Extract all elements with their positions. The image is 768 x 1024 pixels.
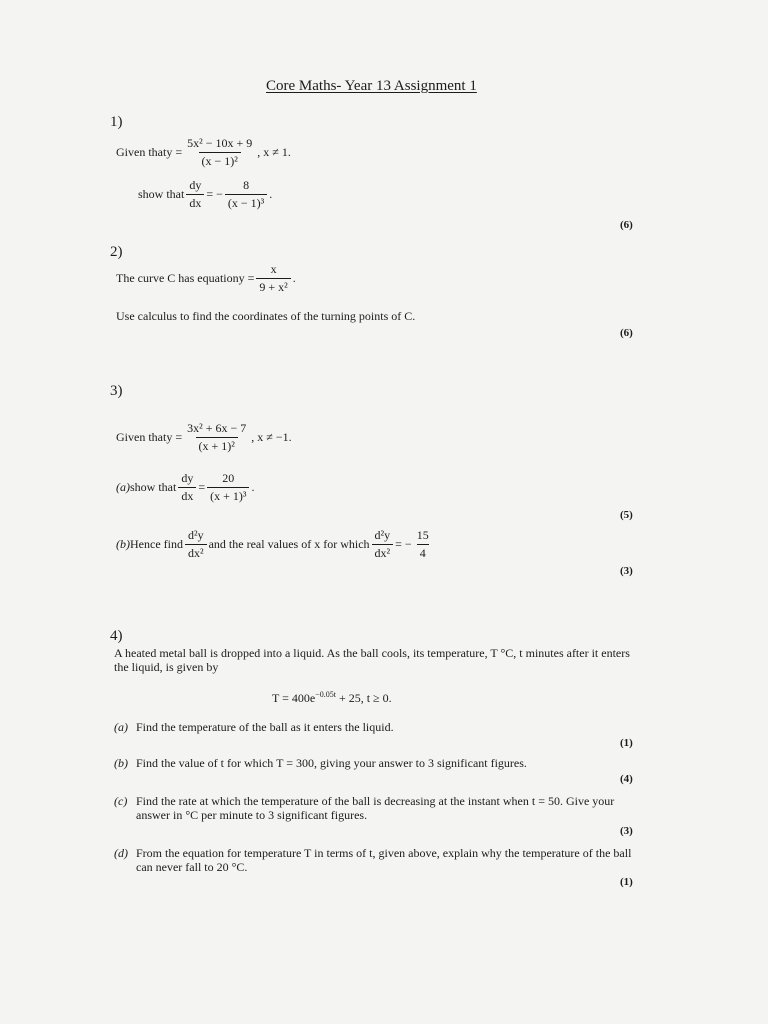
q4-equation-main: T = 400e [272,691,316,705]
q4d-label-text: (d) [114,846,128,860]
question-1-marks: (6) [620,219,633,231]
q1-given-text: Given that [116,145,167,159]
q3a-result-fraction [207,471,249,504]
q3-denominator: (x + 1)² [196,437,238,454]
q3b-eq-neg: = − [395,537,412,551]
q2-text1: The curve C has equation [116,271,239,285]
page-title: Core Maths- Year 13 Assignment 1 [266,78,477,94]
question-4-intro: A heated metal ball is dropped into a liquid. As the ball cools, its temperature, T °C, t minutes after it enters the liquid, is given by [114,646,630,674]
q4b-label-text: (b) [114,756,128,770]
question-2-marks: (6) [620,327,633,339]
q4-exponent: −0.05t [315,690,336,699]
q4d-text: From the equation for temperature T in terms of t, given above, explain why the temperature of the ball can never fall to 20 °C. [136,846,632,874]
q1-y-eq: y = [166,145,183,159]
q3a-result-den: (x + 1)³ [207,487,249,504]
q4b-text: Find the value of t for which T = 300, giving your answer to 3 significant figures. [136,756,527,770]
q1-result-den: (x − 1)³ [225,194,267,211]
q3a-derivative [178,471,196,504]
question-1-number: 1) [110,114,123,130]
question-3b-marks: (3) [620,565,633,577]
q1-dy: dy [189,178,202,192]
q1-result-fraction [225,178,267,211]
q1-condition: , x ≠ 1. [257,145,291,159]
q4d-label [114,846,128,861]
q3a-end: . [251,480,255,494]
q4-equation-end: + 25, t ≥ 0. [335,691,392,705]
q4b-label [114,756,128,771]
question-4-number: 4) [110,628,123,644]
question-2-equation [116,262,296,295]
q3b-text1: Hence find [130,537,183,551]
q3a-dx: dx [178,487,196,504]
q1-eq-neg: = − [206,187,223,201]
q3b-label: (b) [116,537,130,551]
q3b-second-derivative-2 [372,528,394,561]
q2-fraction [256,262,290,295]
q1-end: . [269,187,273,201]
q1-denominator: (x − 1)² [199,152,241,169]
q3a-dy: dy [181,471,194,485]
question-3a [116,471,254,504]
q4d-marks: (1) [620,876,633,888]
q2-y-eq: y = [238,271,255,285]
q3-fraction [184,421,249,454]
q1-dx: dx [186,194,204,211]
q1-derivative [186,178,204,211]
q3b-d2y: d²y [187,528,204,542]
q2-numerator: x [270,262,277,276]
question-1-show [138,178,272,211]
q1-result-num: 8 [243,178,250,192]
q4a-marks: (1) [620,737,633,749]
q4c-text: Find the rate at which the temperature of the ball is decreasing at the instant when t = 50. Give your answer in °C per minute to 3 significant figures. [136,794,615,822]
q3b-second-derivative [185,528,207,561]
question-4-equation [272,691,392,706]
q4c-label [114,794,127,809]
q3b-text2: and the real values of x for which [208,537,370,551]
q1-show-text: show that [138,187,185,201]
q3a-eq: = [198,480,206,494]
q3a-text: show that [130,480,177,494]
q4b-marks: (4) [620,773,633,785]
q3b-dx2: dx² [185,544,207,561]
q3a-result-num: 20 [222,471,235,485]
q3-condition: , x ≠ −1. [251,430,292,444]
q4a-text: Find the temperature of the ball as it enters the liquid. [136,720,394,734]
question-3b [116,528,434,561]
q3-numerator: 3x² + 6x − 7 [187,421,247,435]
question-3a-marks: (5) [620,509,633,521]
question-2-instruction: Use calculus to find the coordinates of the turning points of C. [116,309,416,323]
question-1-given [116,136,291,169]
q3b-dx2-2: dx² [372,544,394,561]
question-3-given [116,421,292,454]
q1-fraction [184,136,255,169]
q4a-label [114,720,128,735]
q3-given-text: Given that [116,430,167,444]
q3b-value-num: 15 [416,528,429,542]
q3-y-eq: y = [166,430,183,444]
q1-numerator: 5x² − 10x + 9 [187,136,253,150]
q4c-marks: (3) [620,825,633,837]
question-2-number: 2) [110,244,123,260]
q4a-label-text: (a) [114,720,128,734]
q4c-label-text: (c) [114,794,128,808]
q3b-value-fraction [414,528,432,561]
q2-denominator: 9 + x² [256,278,290,295]
q3a-label: (a) [116,480,130,494]
q3b-value-den: 4 [417,544,429,561]
question-3-number: 3) [110,383,123,399]
q2-end: . [292,271,296,285]
q3b-d2y-2: d²y [374,528,391,542]
